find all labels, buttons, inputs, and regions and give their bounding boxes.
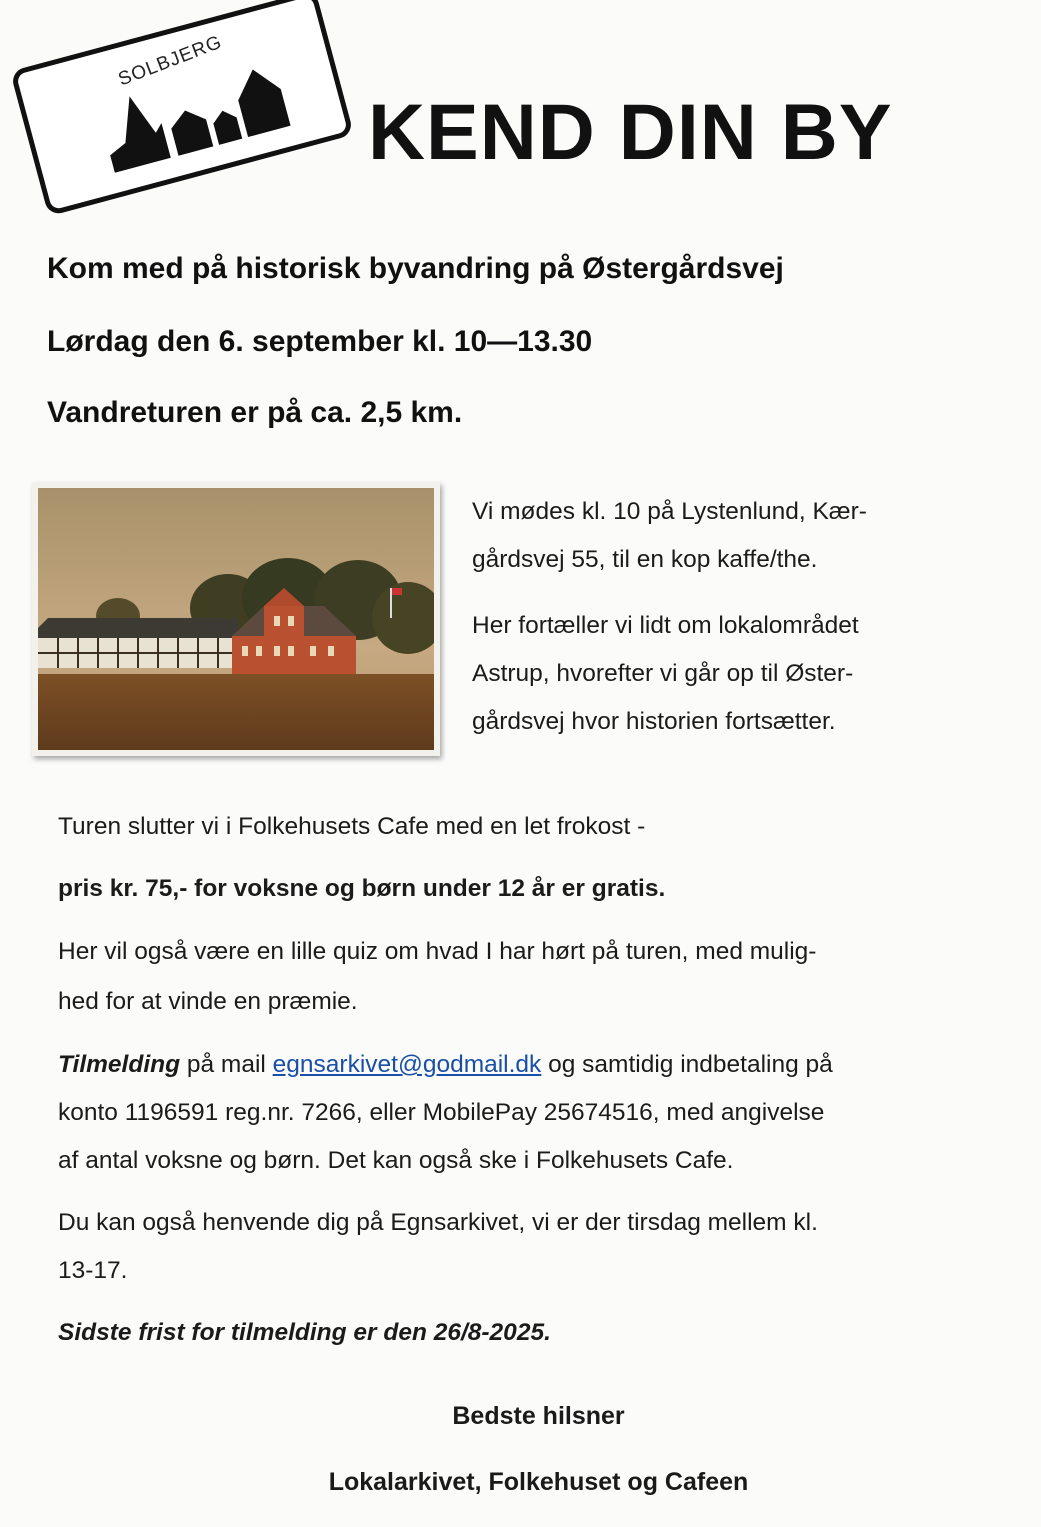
history-line-3: gårdsvej hvor historien fortsætter. bbox=[472, 708, 836, 735]
office-line-2: 13-17. bbox=[58, 1257, 128, 1284]
body-text bbox=[58, 803, 1023, 1371]
headline-distance: Vandreturen er på ca. 2,5 km. bbox=[47, 396, 463, 429]
signup-paragraph bbox=[58, 1041, 1023, 1185]
greeting: Bedste hilsner bbox=[452, 1402, 625, 1430]
meeting-line-2: gårdsvej 55, til en kop kaffe/the. bbox=[472, 546, 818, 573]
signup-post: og samtidig indbetaling på bbox=[541, 1051, 833, 1078]
page-title: KEND DIN BY bbox=[368, 87, 893, 176]
signature: Lokalarkivet, Folkehuset og Cafeen bbox=[328, 1468, 749, 1496]
history-paragraph bbox=[472, 602, 1012, 746]
lunch-paragraph: Turen slutter vi i Folkehusets Cafe med en let frokost - bbox=[58, 813, 646, 840]
meeting-paragraph bbox=[472, 488, 1012, 584]
historic-painting bbox=[32, 482, 440, 756]
headline-date: Lørdag den 6. september kl. 10—13.30 bbox=[47, 325, 593, 358]
history-line-2: Astrup, hvorefter vi går op til Øster- bbox=[472, 660, 854, 687]
signup-line-2: konto 1196591 reg.nr. 7266, eller MobilePay 25674516, med angivelse bbox=[58, 1099, 825, 1126]
signup-pre: på mail bbox=[180, 1051, 273, 1078]
quiz-line-2: hed for at vinde en præmie. bbox=[58, 988, 358, 1015]
signup-label: Tilmelding bbox=[58, 1051, 181, 1078]
email-link[interactable]: egnsarkivet@godmail.dk bbox=[272, 1051, 542, 1078]
meeting-line-1: Vi mødes kl. 10 på Lystenlund, Kær- bbox=[472, 498, 867, 525]
price-paragraph: pris kr. 75,- for voksne og børn under 12 år er gratis. bbox=[58, 875, 666, 902]
signup-line-3: af antal voksne og børn. Det kan også ske i Folkehusets Cafe. bbox=[58, 1147, 734, 1174]
history-line-1: Her fortæller vi lidt om lokalområdet bbox=[472, 612, 859, 639]
intro-text bbox=[472, 488, 1012, 764]
headline-walk: Kom med på historisk byvandring på Østergårdsvej bbox=[47, 252, 784, 285]
deadline-paragraph: Sidste frist for tilmelding er den 26/8-2025. bbox=[58, 1319, 551, 1346]
signup-line-1 bbox=[58, 1041, 1023, 1089]
sign-town-name: SOLBJERG bbox=[115, 31, 226, 91]
quiz-line-1: Her vil også være en lille quiz om hvad I har hørt på turen, med mulig- bbox=[58, 938, 817, 965]
quiz-paragraph bbox=[58, 927, 1023, 1027]
town-sign-logo bbox=[10, 0, 354, 216]
office-line-1: Du kan også henvende dig på Egnsarkivet, vi er der tirsdag mellem kl. bbox=[58, 1209, 818, 1236]
farm-painting-image bbox=[38, 488, 434, 750]
office-paragraph bbox=[58, 1199, 1023, 1295]
